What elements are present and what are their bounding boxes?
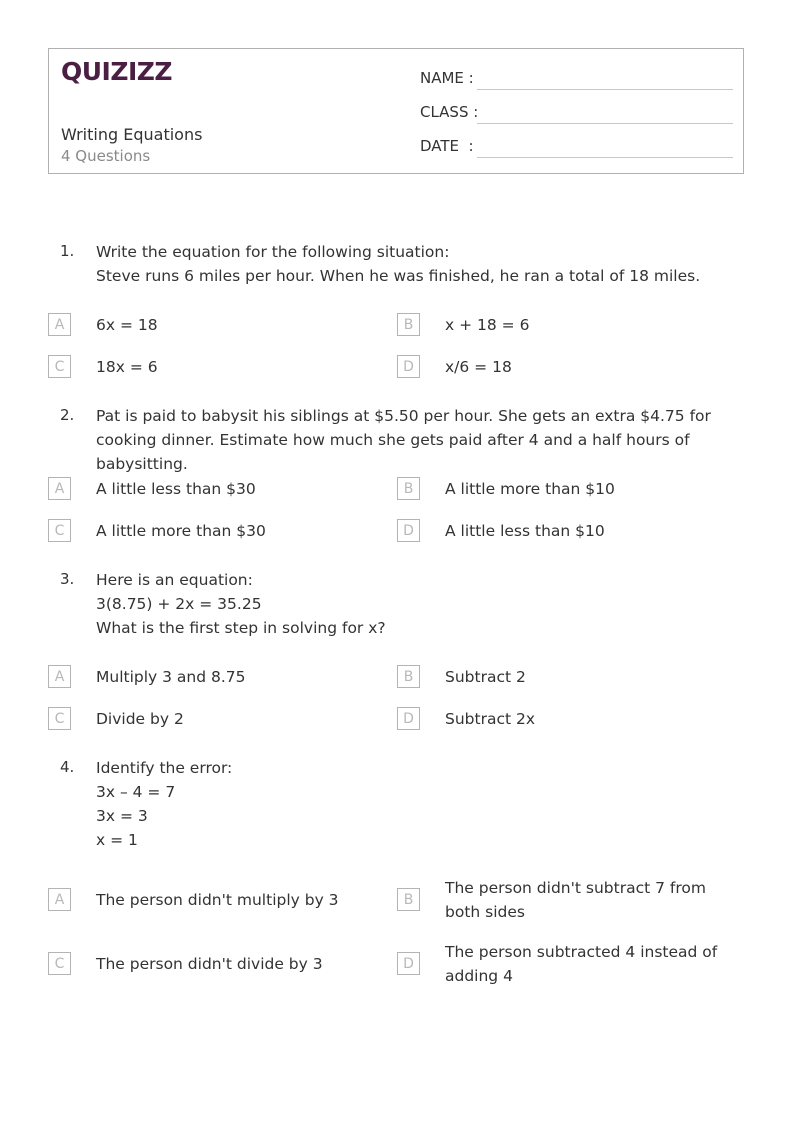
option-letter-box[interactable]: C: [48, 952, 71, 975]
worksheet-title: Writing Equations: [61, 125, 203, 144]
question-line: Steve runs 6 miles per hour. When he was finished, he ran a total of 18 miles.: [96, 267, 701, 285]
question-text: [96, 756, 736, 852]
answer-option: A little more than $10: [445, 480, 615, 498]
question-line: 3x – 4 = 7: [96, 783, 176, 801]
answer-option: x + 18 = 6: [445, 316, 530, 334]
question-number: 4.: [60, 758, 75, 776]
question-line: x = 1: [96, 831, 138, 849]
option-letter-box[interactable]: B: [397, 888, 420, 911]
question-number: 2.: [60, 406, 75, 424]
class-field[interactable]: [477, 123, 733, 124]
question-line: What is the first step in solving for x?: [96, 619, 386, 637]
answer-option: 18x = 6: [96, 358, 158, 376]
question-text: [96, 240, 736, 288]
option-letter-box[interactable]: C: [48, 355, 71, 378]
question-line: Here is an equation:: [96, 571, 253, 589]
answer-option: A little less than $30: [96, 480, 256, 498]
answer-option: The person subtracted 4 instead of adding 4: [445, 943, 718, 985]
class-label: CLASS :: [420, 103, 479, 121]
option-letter-box[interactable]: D: [397, 355, 420, 378]
option-letter-box[interactable]: B: [397, 477, 420, 500]
question-line: Pat is paid to babysit his siblings at $5.50 per hour. She gets an extra $4.75 for cooking dinner. Estimate how much she gets paid after 4 and a half hours of babysitting.: [96, 407, 711, 473]
option-letter-box[interactable]: D: [397, 707, 420, 730]
question-text: [96, 568, 736, 640]
answer-option: A little less than $10: [445, 522, 605, 540]
answer-option: Divide by 2: [96, 710, 184, 728]
option-letter-box[interactable]: A: [48, 477, 71, 500]
answer-option: Subtract 2x: [445, 710, 536, 728]
answer-option: The person didn't multiply by 3: [96, 891, 339, 909]
name-label: NAME :: [420, 69, 474, 87]
option-letter-box[interactable]: D: [397, 952, 420, 975]
option-letter-box[interactable]: C: [48, 519, 71, 542]
quizizz-logo: QUIZIZZ: [61, 57, 173, 86]
answer-option: 6x = 18: [96, 316, 158, 334]
option-letter-box[interactable]: A: [48, 888, 71, 911]
option-letter-box[interactable]: D: [397, 519, 420, 542]
question-number: 3.: [60, 570, 75, 588]
answer-option: A little more than $30: [96, 522, 266, 540]
question-line: Identify the error:: [96, 759, 233, 777]
option-letter-box[interactable]: B: [397, 665, 420, 688]
option-letter-box[interactable]: A: [48, 313, 71, 336]
answer-option: Subtract 2: [445, 668, 526, 686]
question-number: 1.: [60, 242, 75, 260]
date-label: DATE :: [420, 137, 474, 155]
answer-option: The person didn't subtract 7 from both sides: [445, 879, 706, 921]
option-letter-box[interactable]: B: [397, 313, 420, 336]
question-count: 4 Questions: [61, 147, 151, 165]
question-line: Write the equation for the following situation:: [96, 243, 450, 261]
option-letter-box[interactable]: A: [48, 665, 71, 688]
answer-option: x/6 = 18: [445, 358, 512, 376]
option-letter-box[interactable]: C: [48, 707, 71, 730]
question-line: 3(8.75) + 2x = 35.25: [96, 595, 262, 613]
name-field[interactable]: [477, 89, 733, 90]
worksheet-header: [48, 48, 744, 174]
date-field[interactable]: [477, 157, 733, 158]
question-text: [96, 404, 736, 476]
answer-option: The person didn't divide by 3: [96, 955, 323, 973]
answer-option: Multiply 3 and 8.75: [96, 668, 246, 686]
question-line: 3x = 3: [96, 807, 148, 825]
